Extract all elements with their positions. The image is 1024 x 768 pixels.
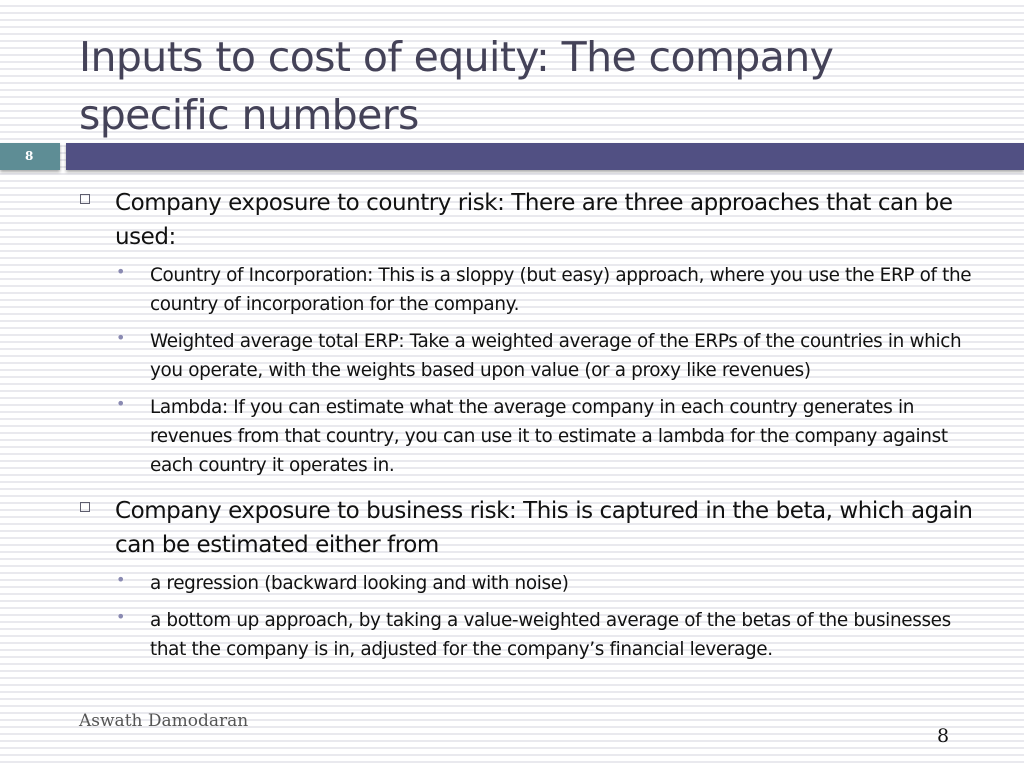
sub-bullet-text: Country of Incorporation: This is a sloppy (but easy) approach, where you use the ERP of the country of incorporation for the company. bbox=[150, 265, 972, 315]
bullet-country-risk bbox=[78, 186, 983, 254]
footer-page-number: 8 bbox=[937, 725, 950, 747]
dot-bullet-icon: • bbox=[116, 394, 126, 413]
sub-bullet-text: a bottom up approach, by taking a value-weighted average of the betas of the businesses that the company is in, adjusted for the company’s financial leverage. bbox=[150, 610, 951, 660]
slide-number-badge bbox=[0, 143, 60, 170]
bullet-text: Company exposure to country risk: There are three approaches that can be used: bbox=[115, 190, 953, 250]
sub-bullet-country-of-incorporation bbox=[116, 261, 983, 319]
sub-bullet-text: Weighted average total ERP: Take a weighted average of the ERPs of the countries in which you operate, with the weights based upon value (or a proxy like revenues) bbox=[150, 331, 962, 381]
sub-bullet-regression bbox=[116, 569, 983, 598]
bullet-text: Company exposure to business risk: This is captured in the beta, which again can be estimated either from bbox=[115, 498, 973, 558]
dot-bullet-icon: • bbox=[116, 262, 126, 281]
sub-bullet-lambda bbox=[116, 393, 983, 480]
slide-title: Inputs to cost of equity: The company specific numbers bbox=[79, 33, 834, 139]
slide-number-badge-text: 8 bbox=[25, 149, 34, 163]
sub-bullet-text: Lambda: If you can estimate what the average company in each country generates in revenues from that country, you can use it to estimate a lambda for the company against each country it operates in. bbox=[150, 397, 948, 476]
dot-bullet-icon: • bbox=[116, 607, 126, 626]
slide-content bbox=[78, 186, 983, 672]
title-divider-bar bbox=[66, 143, 1024, 170]
footer-author: Aswath Damodaran bbox=[79, 711, 249, 731]
sub-bullet-weighted-average-erp bbox=[116, 327, 983, 385]
bullet-business-risk bbox=[78, 494, 983, 562]
square-bullet-icon bbox=[80, 194, 90, 204]
dot-bullet-icon: • bbox=[116, 328, 126, 347]
dot-bullet-icon: • bbox=[116, 570, 126, 589]
square-bullet-icon bbox=[80, 502, 90, 512]
sub-bullet-text: a regression (backward looking and with noise) bbox=[150, 573, 569, 594]
sub-bullet-bottom-up bbox=[116, 606, 983, 664]
